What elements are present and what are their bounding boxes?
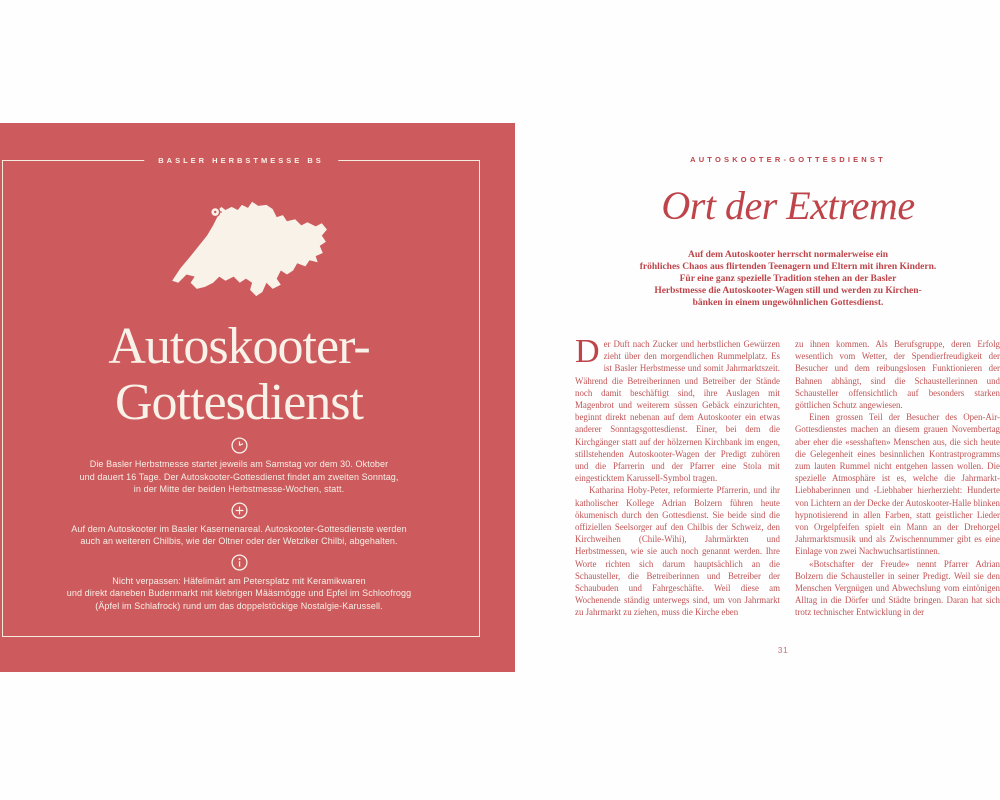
info-line: Auf dem Autoskooter im Basler Kasernenareal. Autoskooter-Gottesdienste werden [71, 523, 407, 534]
article-title: Ort der Extreme [661, 183, 915, 228]
body-column-left [575, 333, 780, 619]
title-line-2: Gottesdienst [115, 374, 363, 431]
lead-line: Auf dem Autoskooter herrscht normalerweise ein [687, 250, 889, 260]
lead-line: Herbstmesse die Autoskooter-Wagen still und werden zu Kirchen- [654, 285, 922, 296]
lead-line: Für eine ganz spezielle Tradition stehen an der Basler [679, 273, 897, 284]
info-line: Die Basler Herbstmesse startet jeweils am Samstag vor dem 30. Oktober [89, 459, 389, 469]
info-icon [231, 554, 248, 571]
info-line: und direkt daneben Budenmarkt mit klebrigen Määsmögge und Epfel im Schloofrogg [66, 588, 412, 598]
body-columns [575, 333, 1000, 619]
body-paragraph [575, 333, 780, 484]
info-line: in der Mitte der beiden Herbstmesse-Wochen, statt. [133, 484, 345, 494]
right-page-kicker: AUTOSKOOTER-GOTTESDIENST [690, 155, 886, 164]
body-paragraph: zu ihnen kommen. Als Berufsgruppe, deren Erfolg wesentlich vom Wetter, der Spendierfreudigkeit der Besucher und dem reibungslosen Funktionieren der Bahnen abhängt, sind die Schaustellerinnen und Schausteller offensichtlich auf besonders starken göttlichen Schutz angewiesen. [795, 339, 1000, 411]
article-lead [563, 250, 1000, 310]
info-blocks [0, 437, 478, 618]
right-page [560, 140, 1000, 700]
title-line-1: Autoskooter- [108, 318, 370, 375]
body-paragraph: «Botschafter der Freude» nennt Pfarrer Adrian Bolzern die Schausteller in seiner Predigt. Weil sie den Menschen Vergnügen und Abwechslung vom eintönigen Alltag in die Dörfer und Städte bringen. Daran hat sich trotz technischer Entwicklung in der [795, 558, 1000, 618]
body-paragraph: Katharina Hoby-Peter, reformierte Pfarrerin, und ihr katholischer Kollege Adrian Bolzern führen heute ökumenisch durch den Gottesdienst. Sie beide sind die offiziellen Seelsorger auf den Chilbis der Schweiz, den Kirchweihen (Chile-Wihi), Jahrmärkten und Herbstmessen, wie sie auch noch genannt werden. Ihre Worte richten sich darum hauptsächlich an die Schausteller, die Betreiberinnen und Betreiber der Schaubuden und Fahrgeschäfte. Weil diese am Wochenende ständig unterwegs sind, um von Jahrmarkt zu Jahrmarkt zu ziehen, muss die Kirche eben [575, 485, 780, 618]
info-block-tip [67, 575, 412, 613]
paragraph-text: er Duft nach Zucker und herbstlichen Gewürzen zieht über den morgendlichen Rummelplatz. Es ist Basler Herbstmesse und somit Jahrmarktszeit. Während die Betreiberinnen und Betreiber der Stände noch damit beschäftigt sind, ihre Auslagen mit Magenbrot und weiterem süssen Gebäck einzurichten, beginnt direkt nebenan auf dem Autoskooter ein etwas anderer Sonntagsgottesdienst. Einer, bei dem die Kirchgänger statt auf der hölzernen Kirchbank im engen, stillstehenden Autoskooter-Wagen der Predigt zuhören und die Pfarrerin und der Pfarrer eine Stola mit eingesticktem Karussell-Symbol tragen. [575, 339, 780, 484]
switzerland-map [166, 193, 330, 311]
info-line: (Äpfel im Schlafrock) rund um das doppelstöckige Nostalgie-Karussell. [95, 600, 383, 611]
left-page [0, 123, 515, 672]
clock-icon [231, 437, 248, 454]
info-line: auch an weiteren Chilbis, wie der Oltner oder der Wetziker Chilbi, abgehalten. [80, 536, 398, 546]
info-block-dates [79, 458, 398, 496]
left-page-title [0, 319, 478, 431]
info-block-location [71, 523, 406, 548]
switzerland-silhouette [172, 202, 327, 296]
left-page-kicker: BASLER HERBSTMESSE BS [144, 155, 338, 166]
info-line: Nicht verpassen: Häfelimärt am Petersplatz mit Keramikwaren [112, 575, 366, 586]
drop-cap: D [575, 333, 600, 370]
lead-line: fröhliches Chaos aus flirtenden Teenagern und Eltern mit ihren Kindern. [639, 261, 937, 272]
lead-line: bänken in einem ungewöhnlichen Gottesdienst. [692, 297, 884, 308]
body-column-right [795, 338, 1000, 619]
page-number: 31 [777, 645, 789, 655]
body-paragraph: Einen grossen Teil der Besucher des Open-Air-Gottesdienstes machen an diesem grauen Novembertag aber eher die «sesshaften» Menschen aus, die sich heute die Gelegenheit eines besinnlichen Kontrastprogramms zum lauten Rummel nicht entgehen lassen wollen. Die spezielle Atmosphäre ist es, welche die Jahrmarkt-Liebhaberinnen und -Liebhaber hierherzieht: Hunderte von Lichtern an der Decke der Autoskooter-Halle blinken hypnotisierend in allen Farben, statt geistlicher Lieder von Orgelpfeifen spielt ein Mann an der Drehorgel Jahrmarktsmusik und als Zwischennummer gibt es eine Einlage von zwei Nachwuchsartistinnen. [795, 412, 1000, 557]
location-plus-icon [231, 502, 248, 519]
info-line: und dauert 16 Tage. Der Autoskooter-Gottesdienst findet am zweiten Sonntag, [79, 471, 399, 482]
